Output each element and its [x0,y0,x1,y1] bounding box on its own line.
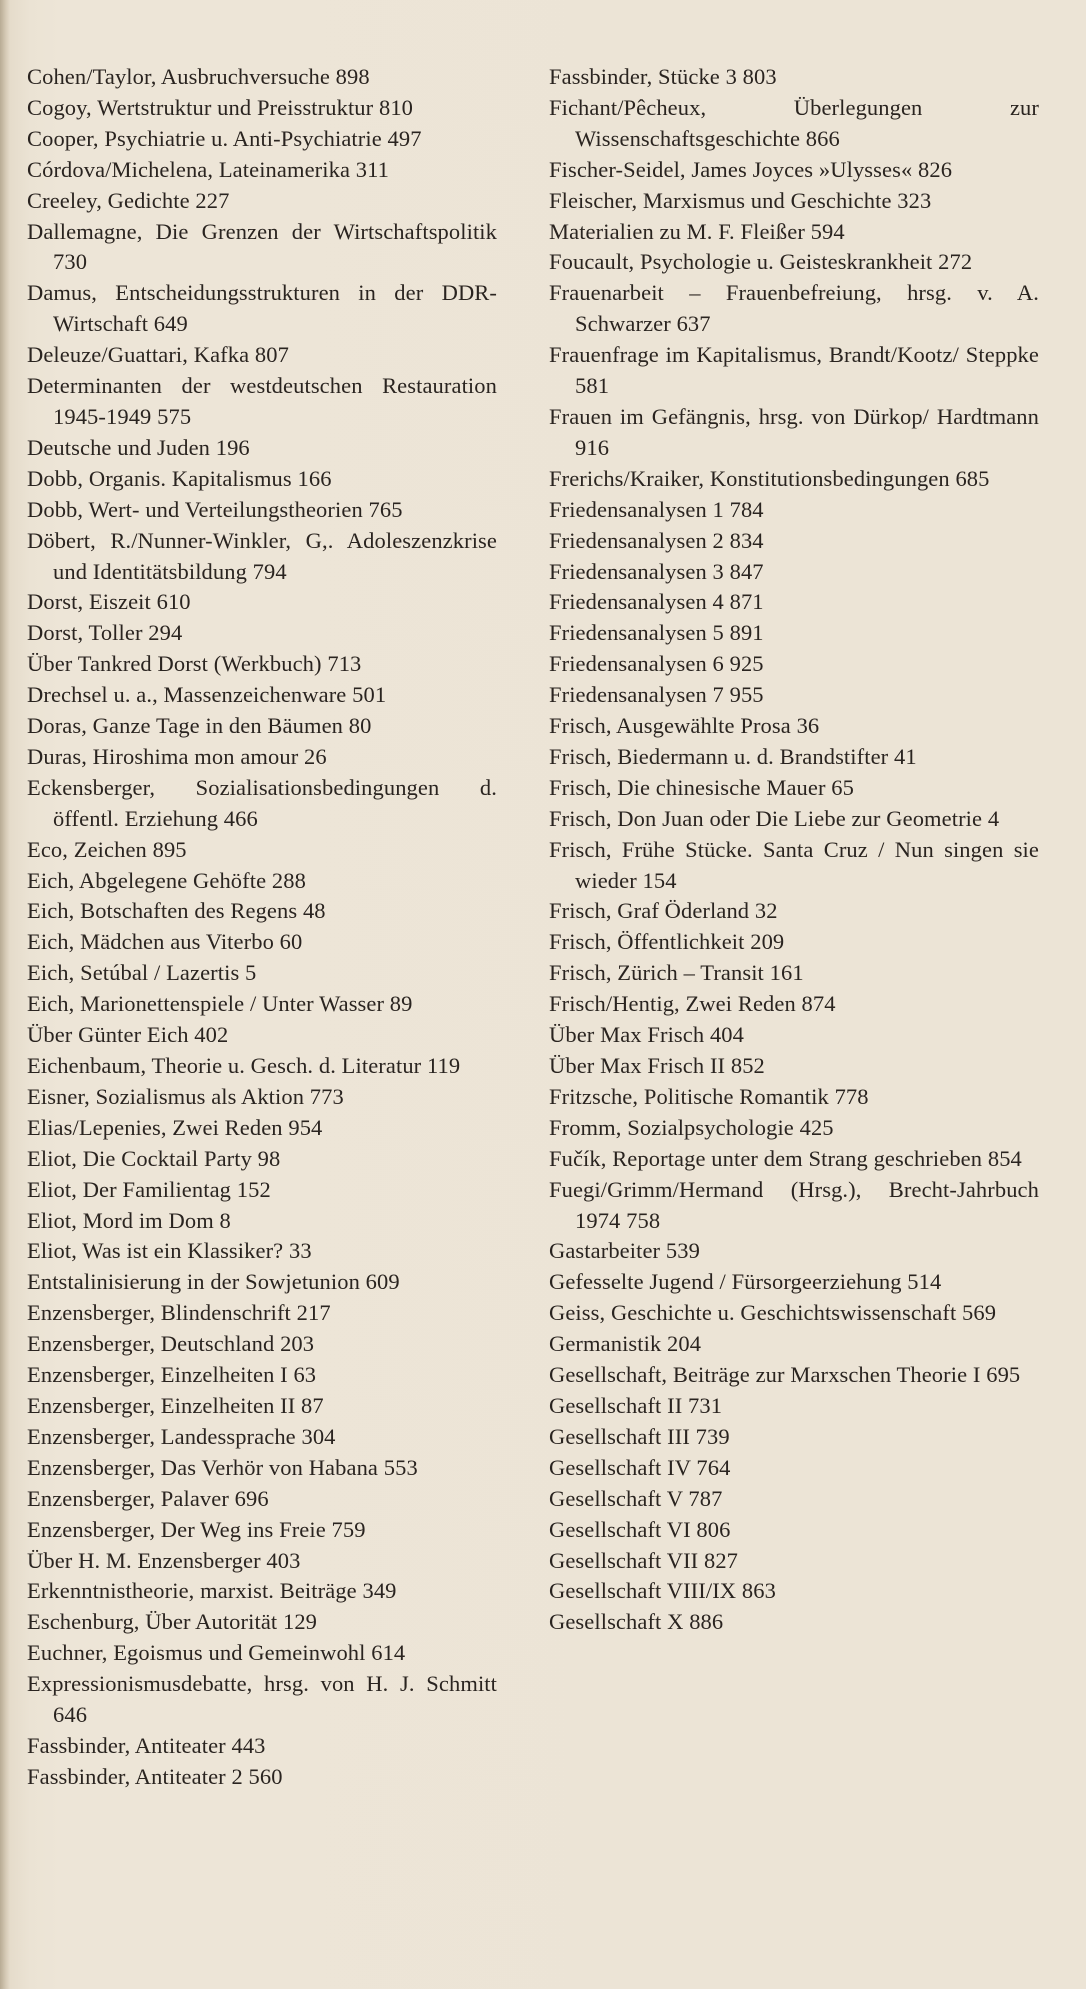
index-entry: Frerichs/Kraiker, Konstitutionsbedingungen 685 [549,465,990,491]
index-entry: Eich, Mädchen aus Viterbo 60 [27,929,303,955]
index-entry: Erkenntnistheorie, marxist. Beiträge 349 [27,1578,397,1604]
index-entry: Enzensberger, Der Weg ins Freie 759 [27,1516,366,1542]
index-entry: Cooper, Psychiatrie u. Anti-Psychiatrie 497 [27,125,422,151]
index-entry: Gesellschaft VI 806 [549,1516,731,1542]
index-entry: Gefesselte Jugend / Fürsorgeerziehung 514 [549,1269,942,1295]
index-entry: Geiss, Geschichte u. Geschichtswissenschaft 569 [549,1300,997,1326]
index-entry: Elias/Lepenies, Zwei Reden 954 [27,1114,323,1140]
index-entry: Euchner, Egoismus und Gemeinwohl 614 [27,1640,406,1666]
index-entry: Fichant/Pêcheux, Überlegungen zur Wissenschaftsgeschichte 866 [549,94,1039,151]
index-entry: Eliot, Was ist ein Klassiker? 33 [27,1238,312,1264]
index-entry: Frauenarbeit – Frauenbefreiung, hrsg. v. A. Schwarzer 637 [549,280,1039,337]
index-entry: Dobb, Wert- und Verteilungstheorien 765 [27,496,403,522]
index-entry: Eliot, Mord im Dom 8 [27,1207,231,1233]
index-entry: Entstalinisierung in der Sowjetunion 609 [27,1269,400,1295]
index-entry: Fassbinder, Stücke 3 803 [549,64,777,89]
index-entry: Eichenbaum, Theorie u. Gesch. d. Literatur 119 [27,1053,461,1078]
index-entry: Enzensberger, Palaver 696 [27,1485,269,1511]
index-entry: Drechsel u. a., Massenzeichenware 501 [27,682,387,708]
index-entry: Frisch, Biedermann u. d. Brandstifter 41 [549,743,917,769]
index-entry: Eich, Setúbal / Lazertis 5 [27,960,257,986]
index-entry: Döbert, R./Nunner-Winkler, G,. Adoleszenzkrise und Identitätsbildung 794 [27,527,497,584]
index-entry: Über Max Frisch 404 [549,1022,744,1048]
index-entry: Gesellschaft VIII/IX 863 [549,1578,776,1604]
index-entry: Frisch, Öffentlichkeit 209 [549,929,785,955]
page-binding-gutter [0,0,10,1989]
index-entry: Eco, Zeichen 895 [27,836,187,862]
index-entry: Fleischer, Marxismus und Geschichte 323 [549,187,932,213]
index-entry: Dorst, Toller 294 [27,620,183,646]
index-entry: Eliot, Die Cocktail Party 98 [27,1145,281,1171]
index-entry: Determinanten der westdeutschen Restauration 1945-1949 575 [27,373,497,429]
index-entry: Gesellschaft V 787 [549,1485,723,1511]
index-column-left [27,62,497,1793]
index-entry: Cogoy, Wertstruktur und Preisstruktur 810 [27,94,414,120]
index-entry: Materialien zu M. F. Fleißer 594 [549,218,845,244]
index-entry: Frisch, Don Juan oder Die Liebe zur Geometrie 4 [549,805,1000,831]
index-entry: Eschenburg, Über Autorität 129 [27,1609,318,1635]
index-entry: Dallemagne, Die Grenzen der Wirtschaftspolitik 730 [27,218,497,275]
index-entry: Enzensberger, Einzelheiten II 87 [27,1392,324,1418]
index-entry: Deleuze/Guattari, Kafka 807 [27,342,289,368]
index-entry: Eich, Marionettenspiele / Unter Wasser 89 [27,991,413,1017]
index-entry: Fuegi/Grimm/Hermand (Hrsg.), Brecht-Jahrbuch 1974 758 [549,1176,1039,1233]
index-entry: Enzensberger, Landessprache 304 [27,1423,336,1449]
index-entry: Damus, Entscheidungsstrukturen in der DDR-Wirtschaft 649 [27,280,497,337]
index-entry: Gesellschaft, Beiträge zur Marxschen Theorie I 695 [549,1362,1021,1388]
index-entry: Friedensanalysen 3 847 [549,558,764,584]
index-entry: Über Günter Eich 402 [27,1022,229,1048]
index-entry: Über Tankred Dorst (Werkbuch) 713 [27,651,362,677]
index-entry: Eliot, Der Familientag 152 [27,1176,271,1202]
index-entry: Über H. M. Enzensberger 403 [27,1547,301,1573]
index-entry: Frisch/Hentig, Zwei Reden 874 [549,991,836,1017]
index-entry: Frauenfrage im Kapitalismus, Brandt/Kootz/ Steppke 581 [549,342,1039,399]
index-entry: Enzensberger, Das Verhör von Habana 553 [27,1454,418,1480]
index-entry: Friedensanalysen 1 784 [549,496,764,522]
index-entry: Foucault, Psychologie u. Geisteskrankheit 272 [549,249,973,275]
index-entry: Fischer-Seidel, James Joyces »Ulysses« 826 [549,156,953,182]
index-entry: Fassbinder, Antiteater 443 [27,1732,266,1758]
index-entry: Gesellschaft VII 827 [549,1547,739,1573]
index-entry: Deutsche und Juden 196 [27,434,250,460]
index-entry: Cohen/Taylor, Ausbruchversuche 898 [27,64,370,89]
index-entry: Frisch, Ausgewählte Prosa 36 [549,713,820,739]
index-entry: Eich, Botschaften des Regens 48 [27,898,326,924]
index-entry: Frisch, Zürich – Transit 161 [549,960,804,986]
index-entry: Enzensberger, Blindenschrift 217 [27,1300,331,1326]
index-entry: Friedensanalysen 6 925 [549,651,764,677]
index-entry: Frauen im Gefängnis, hrsg. von Dürkop/ Hardtmann 916 [549,403,1039,460]
index-entry: Eich, Abgelegene Gehöfte 288 [27,867,306,893]
index-entry: Fritzsche, Politische Romantik 778 [549,1083,869,1109]
index-entry: Creeley, Gedichte 227 [27,187,230,213]
index-entry: Gesellschaft IV 764 [549,1454,731,1480]
index-entry: Expressionismusdebatte, hrsg. von H. J. Schmitt 646 [27,1671,497,1728]
index-entry: Duras, Hiroshima mon amour 26 [27,743,327,769]
index-entry: Gesellschaft II 731 [549,1392,723,1418]
index-entry: Eckensberger, Sozialisationsbedingungen d. öffentl. Erziehung 466 [27,774,497,831]
index-entry: Gesellschaft X 886 [549,1609,724,1635]
index-entry: Über Max Frisch II 852 [549,1053,765,1078]
index-entry: Frisch, Graf Öderland 32 [549,898,778,924]
index-entry: Dorst, Eiszeit 610 [27,589,191,615]
index-entry: Gesellschaft III 739 [549,1423,730,1449]
index-entry: Enzensberger, Einzelheiten I 63 [27,1362,317,1388]
index-entry: Friedensanalysen 5 891 [549,620,764,646]
index-entry: Enzensberger, Deutschland 203 [27,1331,315,1357]
index-entry: Germanistik 204 [549,1331,702,1357]
index-entry: Dobb, Organis. Kapitalismus 166 [27,465,332,491]
index-entry: Fučík, Reportage unter dem Strang geschrieben 854 [549,1145,1022,1171]
index-column-right [549,62,1039,1638]
index-entry: Frisch, Die chinesische Mauer 65 [549,774,854,800]
index-entry: Frisch, Frühe Stücke. Santa Cruz / Nun singen sie wieder 154 [549,836,1039,893]
index-entry: Friedensanalysen 4 871 [549,589,764,615]
index-entry: Eisner, Sozialismus als Aktion 773 [27,1083,344,1109]
index-entry: Friedensanalysen 2 834 [549,527,764,553]
index-entry: Córdova/Michelena, Lateinamerika 311 [27,156,390,182]
index-entry: Fromm, Sozialpsychologie 425 [549,1114,834,1140]
index-entry: Fassbinder, Antiteater 2 560 [27,1763,283,1789]
index-entry: Doras, Ganze Tage in den Bäumen 80 [27,713,372,739]
index-entry: Gastarbeiter 539 [549,1238,700,1264]
index-entry: Friedensanalysen 7 955 [549,682,764,708]
